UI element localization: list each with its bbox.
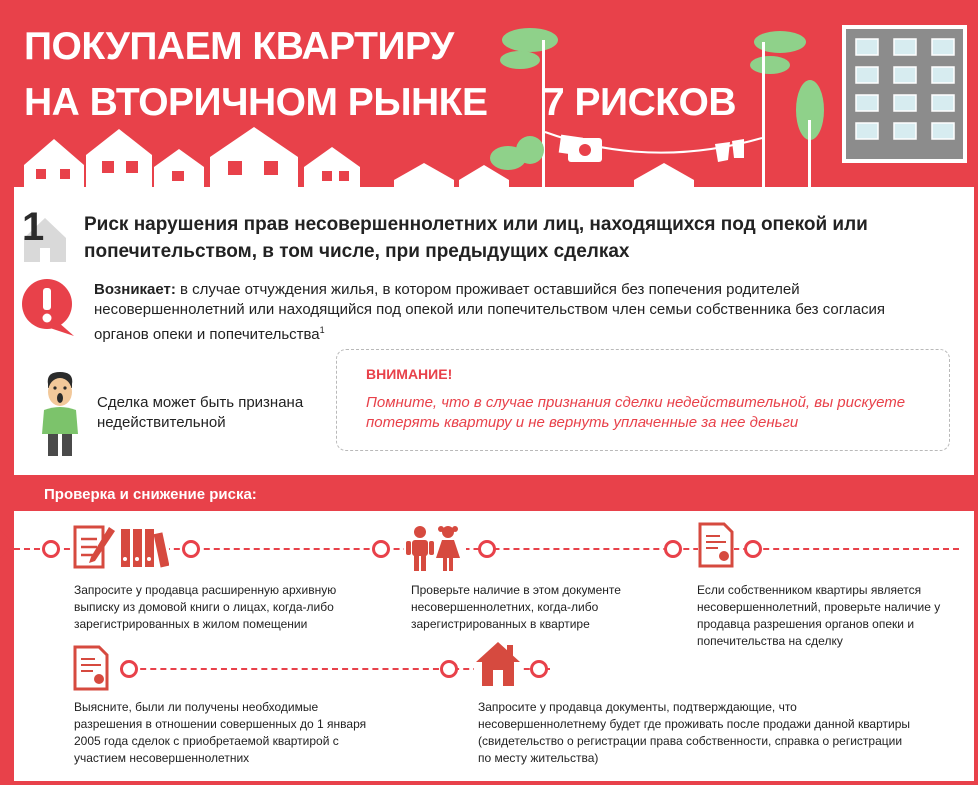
page-title-risk-count: 7 РИСКОВ: [543, 81, 737, 124]
timeline-dot: [530, 660, 548, 678]
arises-label: Возникает:: [94, 281, 176, 298]
check-step-5: Запросите у продавца документы, подтверждающие, что несовершеннолетнему будет где проживать после продажи данной квартиры (свидетельство о регистрации права собственности, справка о регистрации по месту жительства): [478, 700, 911, 765]
document-pen-folders-icon: [73, 525, 169, 571]
timeline-dot: [182, 540, 200, 558]
risk-title: Риск нарушения прав несовершеннолетних или лиц, находящихся под опекой или попечительством, в том числе, при предыдущих сделках: [84, 214, 868, 262]
page-title-line2: НА ВТОРИЧНОМ РЫНКЕ: [24, 81, 488, 124]
timeline-dot: [744, 540, 762, 558]
children-icon: [404, 525, 466, 573]
check-section-title: Проверка и снижение риска:: [44, 486, 257, 503]
check-step-1: Запросите у продавца расширенную архивную выписку из домовой книги о лицах, когда-либо зарегистрированных в жилом помещении: [74, 583, 337, 631]
consequence-text: Сделка может быть признана недействительной: [97, 394, 304, 431]
apartment-building-icon: [842, 25, 967, 163]
arises-body: в случае отчуждения жилья, в котором проживает оставшийся без попечения родителей несовершеннолетний или находящийся под опекой или попечительством член семьи собственника без согласия органов опеки и попечительства: [94, 281, 885, 343]
timeline-dot: [440, 660, 458, 678]
attention-text: Помните, что в случае признания сделки недействительной, вы рискуете потерять квартиру и не вернуть уплаченные за нее деньги: [366, 394, 906, 431]
check-step-4: Выясните, были ли получены необходимые разрешения в отношении совершенных до 1 января 2005 года сделок с приобретаемой квартирой с участием несовершеннолетних: [74, 700, 367, 765]
page-title-line1: ПОКУПАЕМ КВАРТИРУ: [24, 25, 454, 68]
timeline-dot: [664, 540, 682, 558]
certificate-icon: [698, 522, 734, 568]
arises-footnote: 1: [319, 325, 325, 335]
risk-arises-text: [94, 280, 894, 345]
attention-title: ВНИМАНИЕ!: [366, 366, 453, 382]
timeline-dot: [120, 660, 138, 678]
certificate-icon: [73, 645, 109, 691]
check-step-3: Если собственником квартиры является несовершеннолетний, проверьте наличие у продавца разрешения органов опеки и попечительства на сделку: [697, 583, 941, 648]
shocked-man-icon: [38, 372, 84, 458]
timeline-dot: [372, 540, 390, 558]
risk-number: 1: [22, 205, 45, 249]
check-step-2: Проверьте наличие в этом документе несовершеннолетних, когда-либо зарегистрированных в квартире: [411, 583, 621, 631]
timeline-dot: [478, 540, 496, 558]
arrow-tip-icon: [0, 530, 14, 558]
timeline-dot: [42, 540, 60, 558]
exclamation-bubble-icon: [20, 278, 74, 336]
house-icon: [474, 640, 522, 688]
